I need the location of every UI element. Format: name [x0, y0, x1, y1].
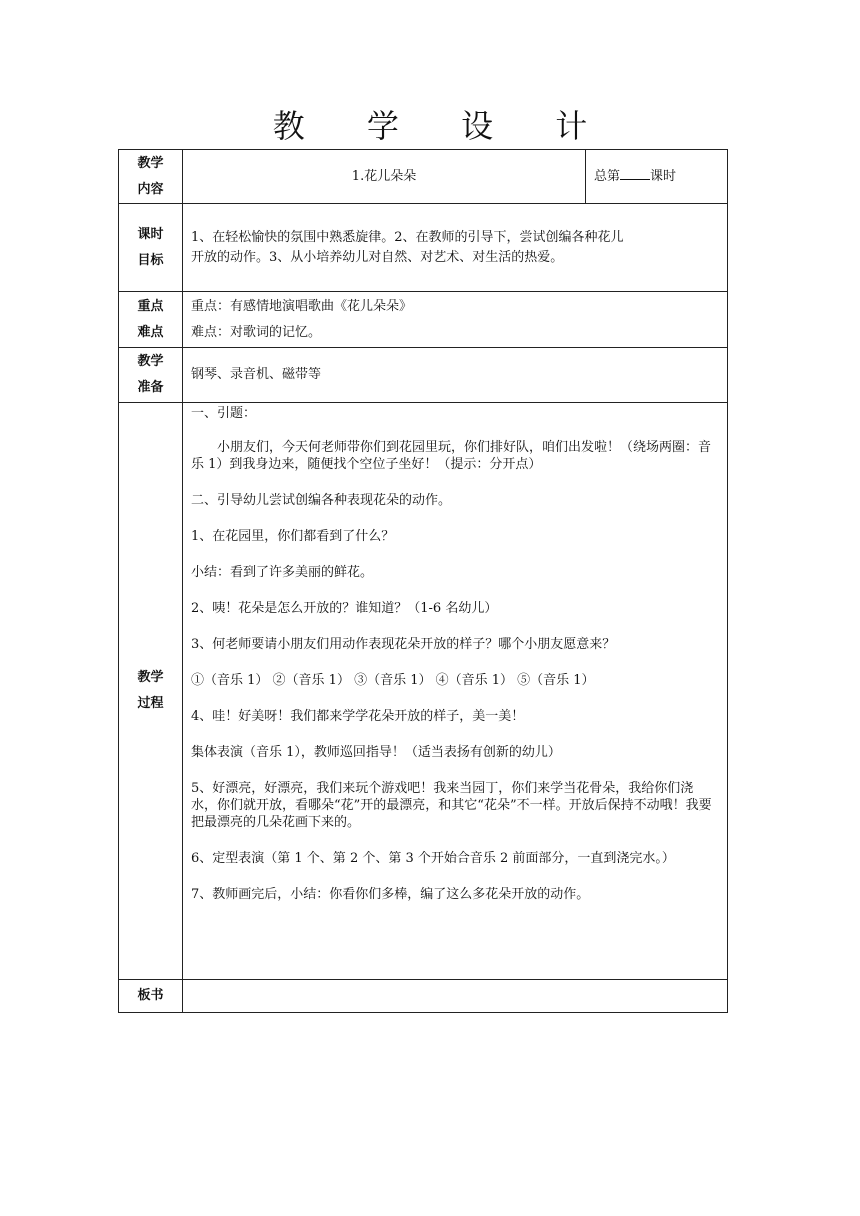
label-process-line2: 过程 [137, 696, 164, 711]
process-paragraph: 1、在花园里，你们都看到了什么？ [191, 529, 395, 544]
process-paragraph: 7、教师画完后，小结：你看你们多棒，编了这么多花朵开放的动作。 [191, 887, 590, 902]
key-points-text [183, 292, 728, 348]
process-paragraph: 4、哇！好美呀！我们都来学学花朵开放的样子，美一美！ [191, 709, 525, 724]
lesson-count-prefix: 总第 [594, 168, 621, 184]
key-point-line: 重点：有感情地演唱歌曲《花儿朵朵》 [191, 298, 413, 314]
preparation-text: 钢琴、录音机、磁带等 [183, 348, 728, 403]
row-preparation [119, 348, 728, 403]
label-content-line2: 内容 [137, 181, 164, 197]
label-key-points [119, 292, 183, 348]
objectives-line-1: 1、在轻松愉快的氛围中熟悉旋律。2、在教师的引导下，尝试创编各种花儿 [191, 229, 624, 245]
process-paragraph: 二、引导幼儿尝试创编各种表现花朵的动作。 [191, 493, 452, 508]
label-process [119, 403, 183, 980]
label-process-line1: 教学 [137, 670, 164, 685]
lesson-count-suffix: 课时 [650, 168, 677, 184]
objectives-text [183, 204, 728, 292]
row-key-points [119, 292, 728, 348]
process-paragraph: ①（音乐 1） ②（音乐 1） ③（音乐 1） ④（音乐 1） ⑤（音乐 1） [191, 673, 595, 688]
lesson-count-blank [620, 167, 650, 180]
label-board: 板书 [119, 980, 183, 1013]
process-text [183, 403, 728, 980]
lesson-design-table [118, 149, 728, 1013]
label-content [119, 150, 183, 204]
label-key-points-line2: 难点 [137, 324, 164, 340]
label-objectives [119, 204, 183, 292]
process-paragraph: 小结：看到了许多美丽的鲜花。 [191, 565, 374, 580]
label-preparation-line1: 教学 [137, 354, 164, 369]
label-preparation [119, 348, 183, 403]
objectives-line-2: 开放的动作。3、从小培养幼儿对自然、对艺术、对生活的热爱。 [191, 249, 564, 265]
page-title: 教 学 设 计 [272, 107, 614, 145]
row-board [119, 980, 728, 1013]
process-paragraph: 集体表演（音乐 1），教师巡回指导！（适当表扬有创新的幼儿） [191, 745, 561, 760]
label-objectives-line1: 课时 [137, 226, 164, 242]
row-objectives [119, 204, 728, 292]
row-content [119, 150, 728, 204]
lesson-title: 1.花儿朵朵 [183, 150, 586, 204]
lesson-count [586, 150, 728, 204]
row-process [119, 403, 728, 980]
label-objectives-line2: 目标 [137, 252, 164, 268]
board-content [183, 980, 728, 1013]
process-paragraph: 5、好漂亮，好漂亮，我们来玩个游戏吧！我来当园丁，你们来学当花骨朵，我给你们浇水，你们就开放，看哪朵“花”开的最漂亮，和其它“花朵”不一样。开放后保持不动哦！我要把最漂亮的几朵花画下来的。 [191, 781, 712, 830]
label-preparation-line2: 准备 [137, 380, 164, 395]
difficulty-line: 难点：对歌词的记忆。 [191, 324, 322, 340]
label-content-line1: 教学 [137, 155, 164, 171]
process-paragraph: 2、咦！花朵是怎么开放的？谁知道？（1-6 名幼儿） [191, 601, 498, 616]
process-paragraph: 小朋友们，今天何老师带你们到花园里玩，你们排好队，咱们出发啦！（绕场两圈：音乐 1）到我身边来，随便找个空位子坐好！（提示：分开点） [191, 440, 712, 472]
process-paragraph: 一、引题： [191, 406, 257, 421]
process-paragraph: 6、定型表演（第 1 个、第 2 个、第 3 个开始合音乐 2 前面部分，一直到浇完水。） [191, 851, 675, 866]
process-paragraph: 3、何老师要请小朋友们用动作表现花朵开放的样子？哪个小朋友愿意来？ [191, 637, 616, 652]
label-key-points-line1: 重点 [137, 298, 164, 314]
